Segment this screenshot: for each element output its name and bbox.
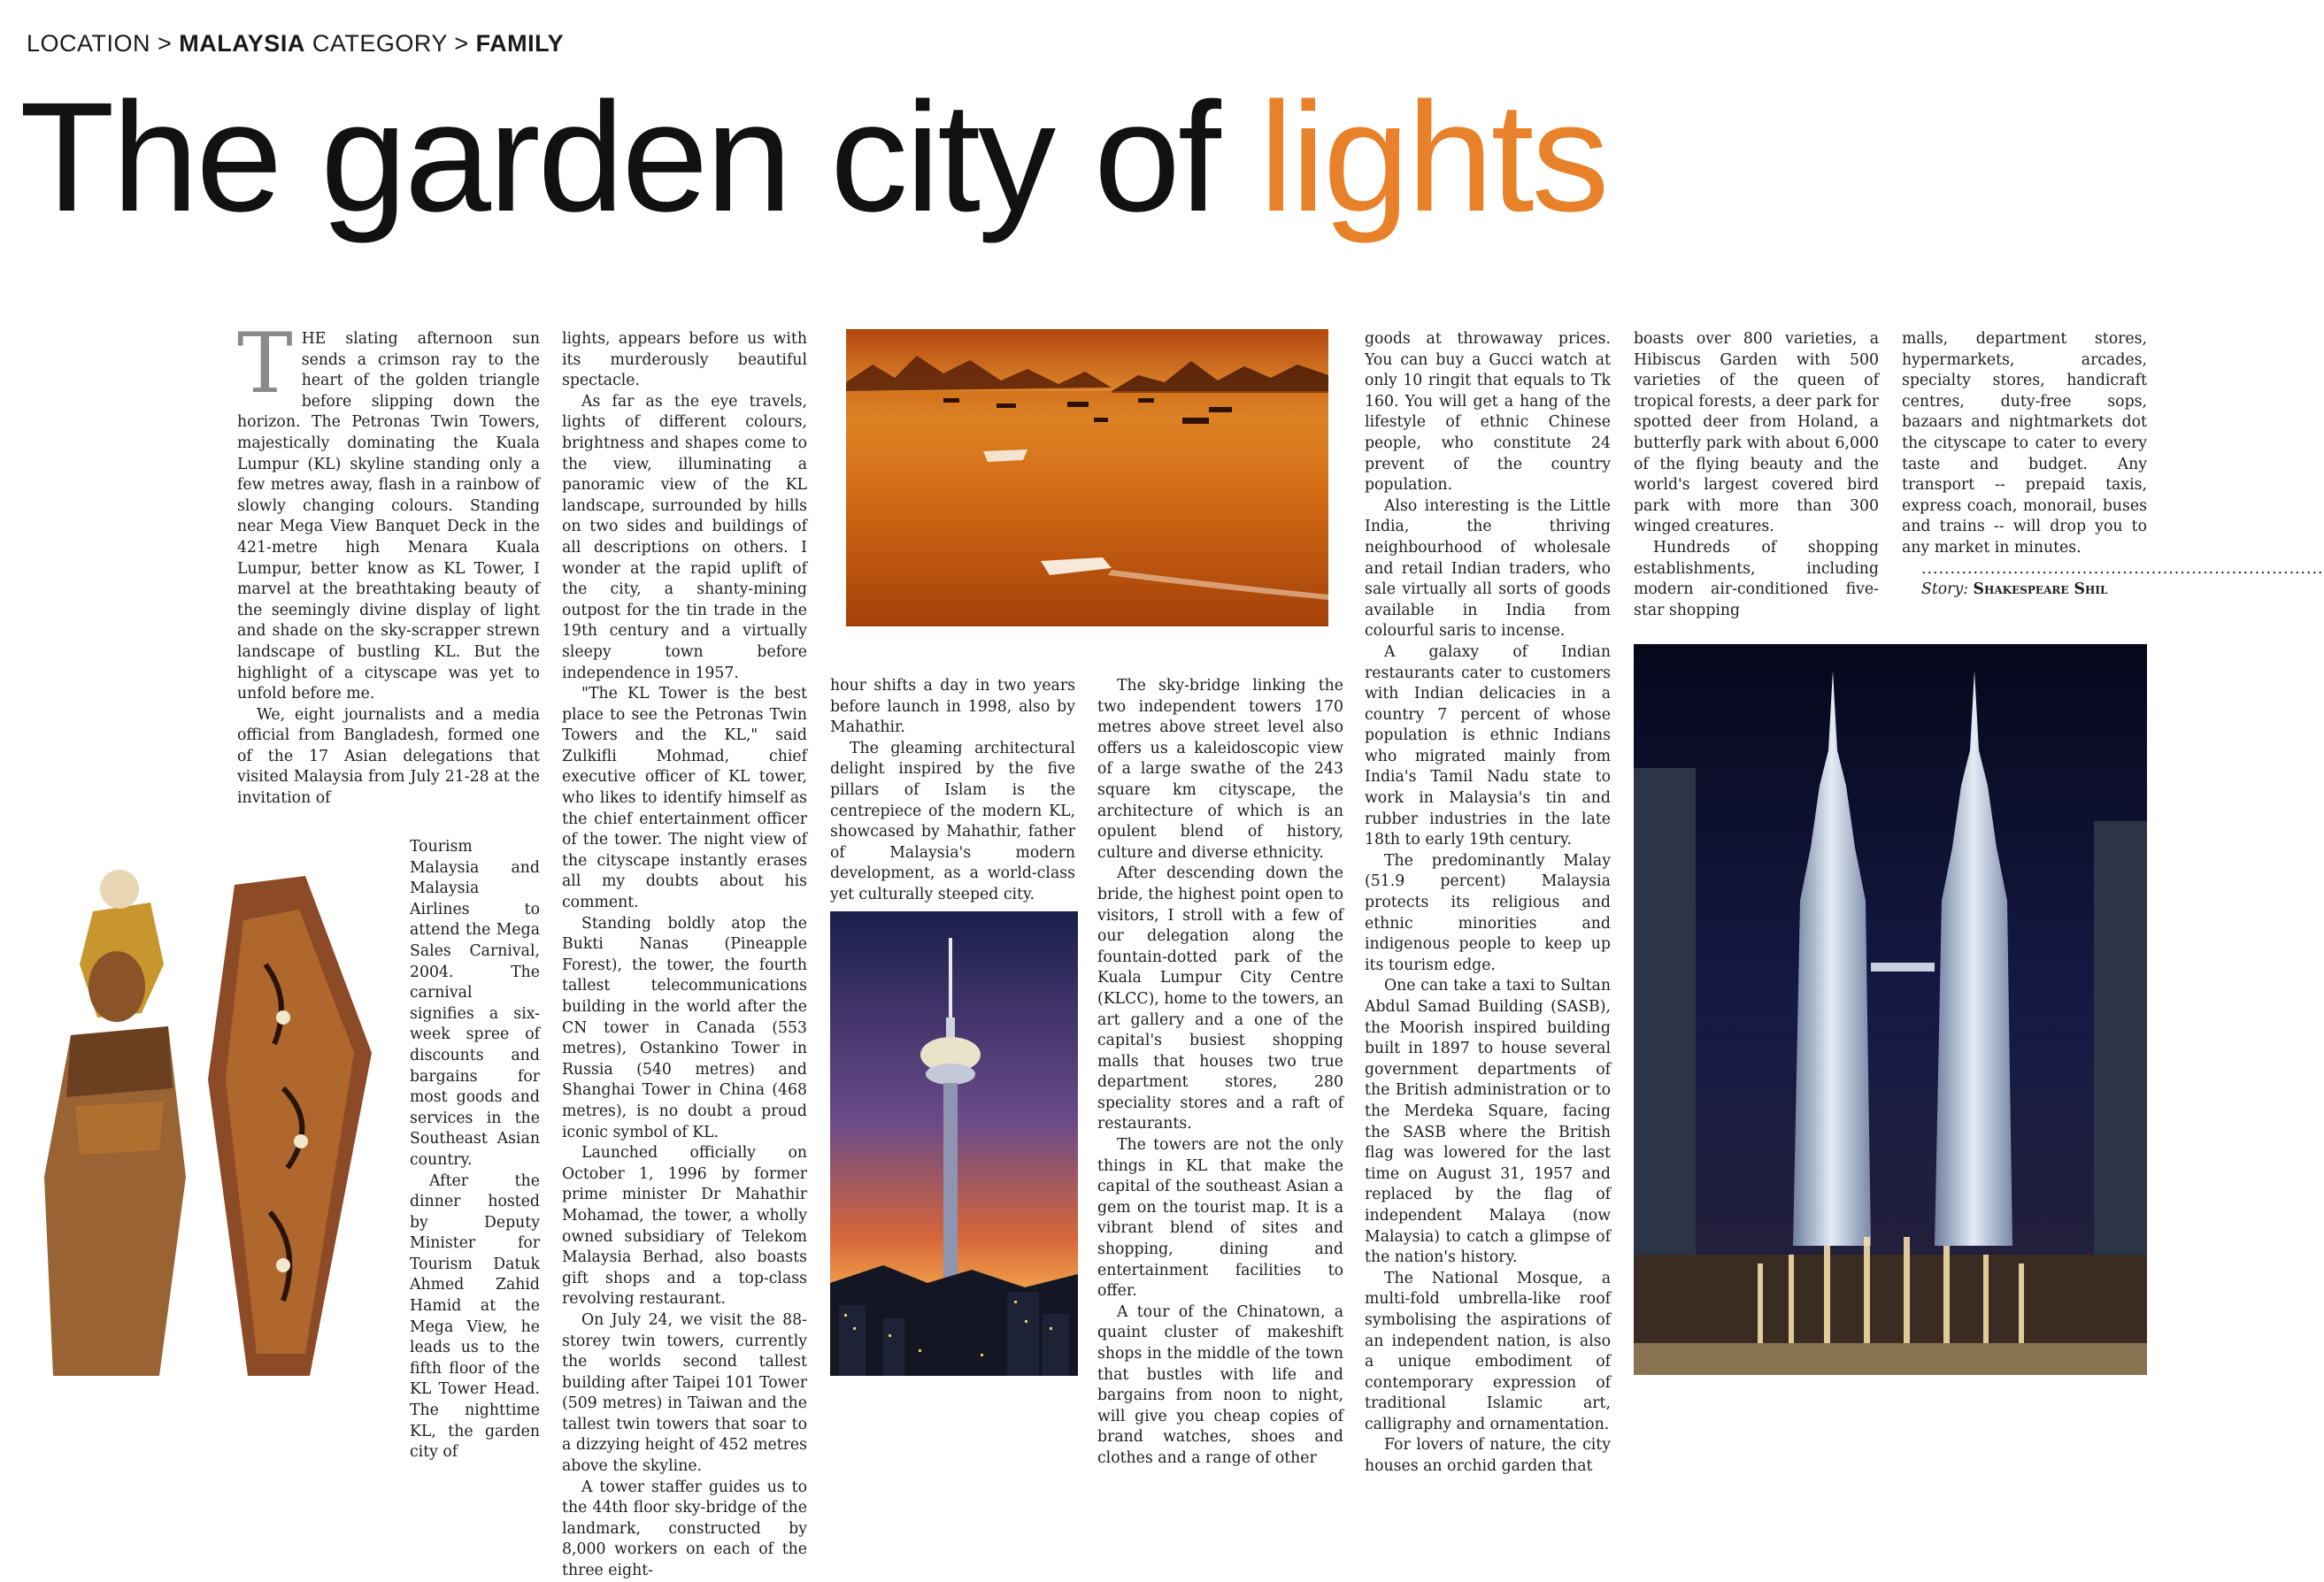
photo-sunset-bay	[846, 329, 1328, 626]
photo-petronas-towers	[1634, 644, 2147, 1375]
article-column-2	[562, 329, 807, 1582]
paragraph: Also interesting is the Little India, the thriving neighbourhood of wholesale and retail Indian traders, who sale virtually all sorts of goods available in India from colourful saris to incense.	[1365, 496, 1611, 641]
breadcrumb-category[interactable]: FAMILY	[475, 30, 565, 57]
paragraph: Launched officially on October 1, 1996 by former prime minister Dr Mahathir Mohamad, the tower, a wholly owned subsidiary of Telekom Malaysia Berhad, also boasts gift shops and a top-class revolving restaurant.	[562, 1144, 807, 1309]
paragraph: A galaxy of Indian restaurants cater to customers with Indian delicacies in a country 7 percent of whose population is ethnic Indians who migrated mainly from India's Tamil Nadu state to work in Malaysia's tin and rubber industries in the late 18th to early 19th century.	[1365, 642, 1611, 849]
breadcrumb-prefix: LOCATION >	[27, 30, 180, 57]
paragraph: A tour of the Chinatown, a quaint cluster of makeshift shops in the middle of the town that bustles with life and bargains from noon to night, will give you cheap copies of brand watches, shoes and clothes and a range of other	[1097, 1302, 1343, 1467]
paragraph: One can take a taxi to Sultan Abdul Samad Building (SASB), the Moorish inspired building built in 1897 to house several government departments of the British administration or to the Merdeka Square, facing the SASB where the British flag was lowered for the last time on August 31, 1957 and replaced by the flag of independent Malaya (now Malaysia) to catch a glimpse of the nation's history.	[1365, 977, 1611, 1267]
paragraph: As far as the eye travels, lights of different colours, brightness and shapes come to the view, illuminating a panoramic view of the KL landscape, surrounded by hills on two sides and buildings of all descriptions on others. I wonder at the rapid uplift of the city, a shanty-mining outpost for the tin trade in the 19th century and a virtually sleepy town before independence in 1957.	[562, 392, 807, 682]
paragraph: malls, department stores, hypermarkets, arcades, specialty stores, handicraft centres, duty-free sops, bazaars and nightmarkets dot the cityscape to cater to every taste and budget. Any transport -- prepaid taxis, express coach, monorail, buses and trains -- will drop you to any market in minutes.	[1902, 330, 2147, 557]
paragraph: Hundreds of shopping establishments, including modern air-conditioned five-star shopping	[1634, 538, 1879, 619]
author-byline: Shakespeare Shil	[1973, 580, 2108, 599]
article-column-3	[830, 676, 1075, 906]
article-column-1	[237, 316, 540, 810]
separator-dots: ......................................................................	[1921, 559, 2324, 578]
photo-kl-tower	[830, 911, 1078, 1376]
article-column-1-lower	[410, 837, 540, 1463]
paragraph: After the dinner hosted by Deputy Minister for Tourism Datuk Ahmed Zahid Hamid at the Mega View, he leads us to the fifth floor of the KL Tower Head. The nighttime KL, the garden city of	[410, 1171, 540, 1462]
headline-accent: lights	[1258, 71, 1607, 244]
paragraph: goods at throwaway prices. You can buy a Gucci watch at only 10 ringit that equals to Tk 160. You will get a hang of the lifestyle of ethnic Chinese people, who constitute 24 prevent of the country population.	[1365, 330, 1611, 495]
paragraph: Standing boldly atop the Bukti Nanas (Pineapple Forest), the tower, the fourth tallest telecommunications building in the world after the CN tower in Canada (553 metres), Ostankino Tower in Russia (540 metres) and Shanghai Tower in China (468 metres), is no doubt a proud iconic symbol of KL.	[562, 914, 807, 1141]
article-column-7	[1902, 329, 2324, 601]
paragraph: The National Mosque, a multi-fold umbrella-like roof symbolising the aspirations of an independent nation, is also a unique embodiment of contemporary expression of traditional Islamic art, calligraphy and ornamentation.	[1365, 1269, 1611, 1433]
breadcrumb-location[interactable]: MALAYSIA	[179, 30, 305, 57]
page-title	[19, 69, 1607, 246]
paragraph: After descending down the bride, the highest point open to visitors, I stroll with a few of our delegation along the fountain-dotted park of the Kuala Lumpur City Centre (KLCC), home to the towers, an art gallery and a one of the capital's busiest shopping malls that houses two true department stores, 280 speciality stores and a raft of restaurants.	[1097, 864, 1343, 1133]
story-credit: Story: Shakespeare Shil	[1921, 580, 2108, 599]
paragraph: The predominantly Malay (51.9 percent) Malaysia protects its religious and ethnic minorities and indigenous people to keep up its tourism edge.	[1365, 851, 1611, 974]
paragraph: For lovers of nature, the city houses an orchid garden that	[1365, 1436, 1611, 1476]
paragraph: A tower staffer guides us to the 44th floor sky-bridge of the landmark, constructed by 8,000 workers on each of the three eight-	[562, 1478, 807, 1580]
breadcrumb	[27, 30, 564, 58]
article-column-5	[1365, 329, 1611, 1478]
article-column-6	[1634, 329, 1879, 621]
paragraph: hour shifts a day in two years before launch in 1998, also by Mahathir.	[830, 677, 1075, 737]
paragraph: Tourism Malaysia and Malaysia Airlines to attend the Mega Sales Carnival, 2004. The carnival signifies a six-week spree of discounts and bargains for most goods and services in the Southeast Asian country.	[410, 838, 540, 1169]
paragraph: lights, appears before us with its murderously beautiful spectacle.	[562, 330, 807, 390]
paragraph: The gleaming architectural delight inspired by the five pillars of Islam is the centrepiece of the modern KL, showcased by Mahathir, father of Malaysia's modern development, as a world-class yet culturally steeped city.	[830, 739, 1075, 903]
paragraph: On July 24, we visit the 88-storey twin towers, currently the worlds second tallest building after Taipei 101 Tower (509 metres) in Taiwan and the tallest twin towers that soar to a dizzying height of 452 metres above the skyline.	[562, 1310, 807, 1476]
breadcrumb-middle: CATEGORY >	[304, 30, 476, 57]
paragraph: The sky-bridge linking the two independent towers 170 metres above street level also offers us a kaleidoscopic view of a large swathe of the 243 square km cityscape, the architecture of which is an opulent blend of history, culture and diverse ethnicity.	[1097, 677, 1343, 862]
paragraph: We, eight journalists and a media official from Bangladesh, formed one of the 17 Asian delegations that visited Malaysia from July 21-28 at the invitation of	[237, 705, 540, 808]
paragraph: boasts over 800 varieties, a Hibiscus Garden with 500 varieties of the queen of tropical forests, a deer park for spotted deer from Holand, a butterfly park with about 6,000 of the flying beauty and the world's largest covered bird park with more than 300 winged creatures.	[1634, 330, 1879, 536]
headline-main: The garden city of	[19, 71, 1259, 244]
paragraph: "The KL Tower is the best place to see the Petronas Twin Towers and the KL," said Zulkifli Mohmad, chief executive officer of KL tower, who likes to identify himself as the chief entertainment officer of the tower. The night view of the cityscape instantly erases all my doubts about his comment.	[562, 685, 807, 912]
drop-cap: T	[237, 316, 293, 412]
article-column-4	[1097, 676, 1343, 1470]
paragraph: The towers are not the only things in KL that make the capital of the southeast Asian a gem on the tourist map. It is a vibrant blend of sites and shopping, dining and entertainment facilities to offer.	[1097, 1136, 1343, 1301]
photo-tribal-warrior	[18, 858, 394, 1376]
paragraph: THE slating afternoon sun sends a crimson ray to the heart of the golden triangle before slipping down the horizon. The Petronas Twin Towers, majestically dominating the Kuala Lumpur (KL) skyline standing only a few metres away, flash in a rainbow of slowly changing colours. Standing near Mega View Banquet Deck in the 421-metre high Menara Kuala Lumpur, better know as KL Tower, I marvel at the breathtaking beauty of the seemingly divine display of light and shade on the sky-scrapper strewn landscape of bustling KL. But the highlight of a cityscape was yet to unfold before me.	[237, 316, 540, 703]
